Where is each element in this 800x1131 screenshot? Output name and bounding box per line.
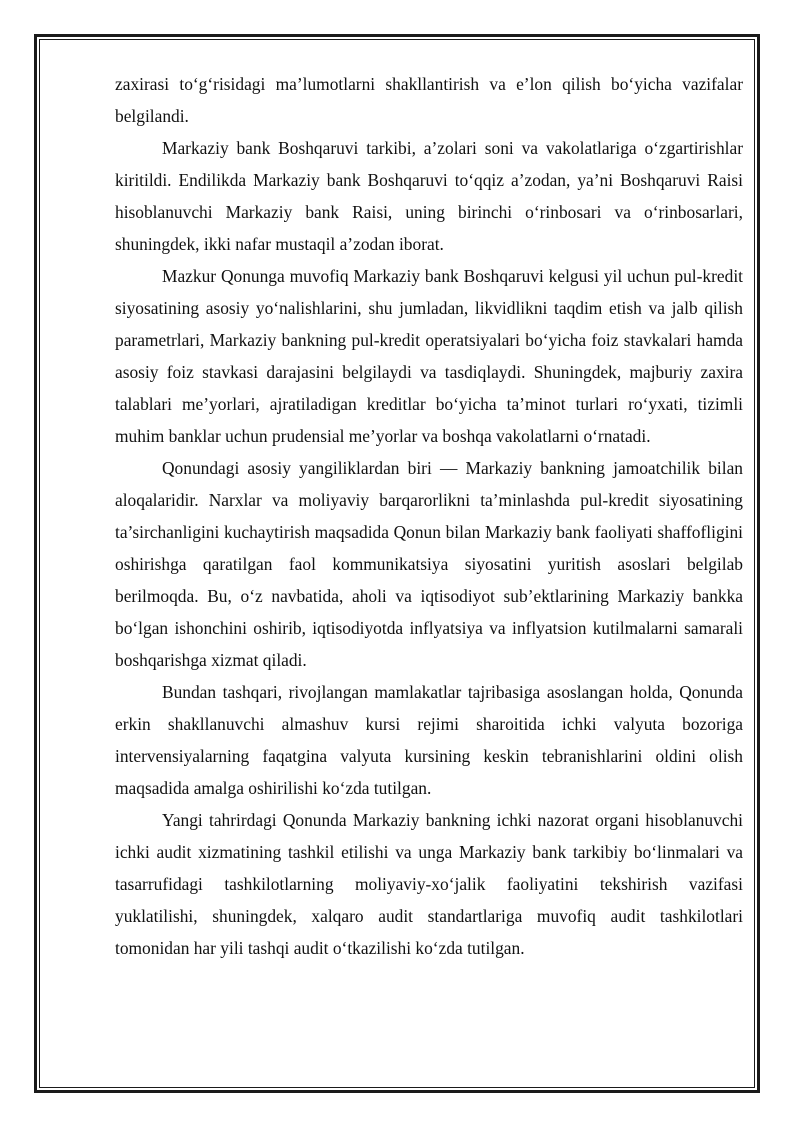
paragraph-board-composition: Markaziy bank Boshqaruvi tarkibi, a’zolari soni va vakolatlariga o‘zgartirishlar kiritildi. Endilikda Markaziy bank Boshqaruvi to‘qqiz a’zodan, ya’ni Boshqaruvi Raisi hisoblanuvchi Markaziy bank Raisi, uning birinchi o‘rinbosari va o‘rinbosarlari, shuningdek, ikki nafar mustaqil a’zodan iborat. [115, 138, 743, 254]
paragraph-currency-interventions: Bundan tashqari, rivojlangan mamlakatlar tajribasiga asoslangan holda, Qonunda erkin shakllanuvchi almashuv kursi rejimi sharoitida ichki valyuta bozoriga intervensiyalarning faqatgina valyuta kursining keskin tebranishlarini oldini olish maqsadida amalga oshirilishi ko‘zda tutilgan. [115, 682, 743, 798]
paragraph-board-powers: Mazkur Qonunga muvofiq Markaziy bank Boshqaruvi kelgusi yil uchun pul-kredit siyosatining asosiy yo‘nalishlarini, shu jumladan, likvidlikni taqdim etish va jalb qilish parametrlari, Markaziy bankning pul-kredit operatsiyalari bo‘yicha foiz stavkalari hamda asosiy foiz stavkasi darajasini belgilaydi va tasdiqlaydi. Shuningdek, majburiy zaxira talablari me’yorlari, ajratiladigan kreditlar bo‘yicha ta’minot turlari ro‘yxati, tizimli muhim banklar uchun prudensial me’yorlar va boshqa vakolatlarni o‘rnatadi. [115, 266, 743, 446]
paragraph-public-relations: Qonundagi asosiy yangiliklardan biri — Markaziy bankning jamoatchilik bilan aloqalaridir. Narxlar va moliyaviy barqarorlikni ta’minlashda pul-kredit siyosatining ta’sirchanligini kuchaytirish maqsadida Qonun bilan Markaziy bank faoliyati shaffofligini oshirishga qaratilgan faol kommunikatsiya siyosatini yuritish asoslari belgilab berilmoqda. Bu, o‘z navbatida, aholi va iqtisodiyot sub’ektlarining Markaziy bankka bo‘lgan ishonchini oshirib, iqtisodiyotda inflyatsiya va inflyatsion kutilmalarni samarali boshqarishga xizmat qiladi. [115, 458, 743, 670]
paragraph-continued: zaxirasi to‘g‘risidagi ma’lumotlarni shakllantirish va e’lon qilish bo‘yicha vazifalar belgilandi. [115, 74, 743, 126]
document-body [115, 68, 743, 964]
paragraph-internal-audit: Yangi tahrirdagi Qonunda Markaziy bankning ichki nazorat organi hisoblanuvchi ichki audit xizmatining tashkil etilishi va unga Markaziy bank tarkibiy bo‘linmalari va tasarrufidagi tashkilotlarning moliyaviy-xo‘jalik faoliyatini tekshirish vazifasi yuklatilishi, shuningdek, xalqaro audit standartlariga muvofiq audit tashkilotlari tomonidan har yili tashqi audit o‘tkazilishi ko‘zda tutilgan. [115, 810, 743, 958]
